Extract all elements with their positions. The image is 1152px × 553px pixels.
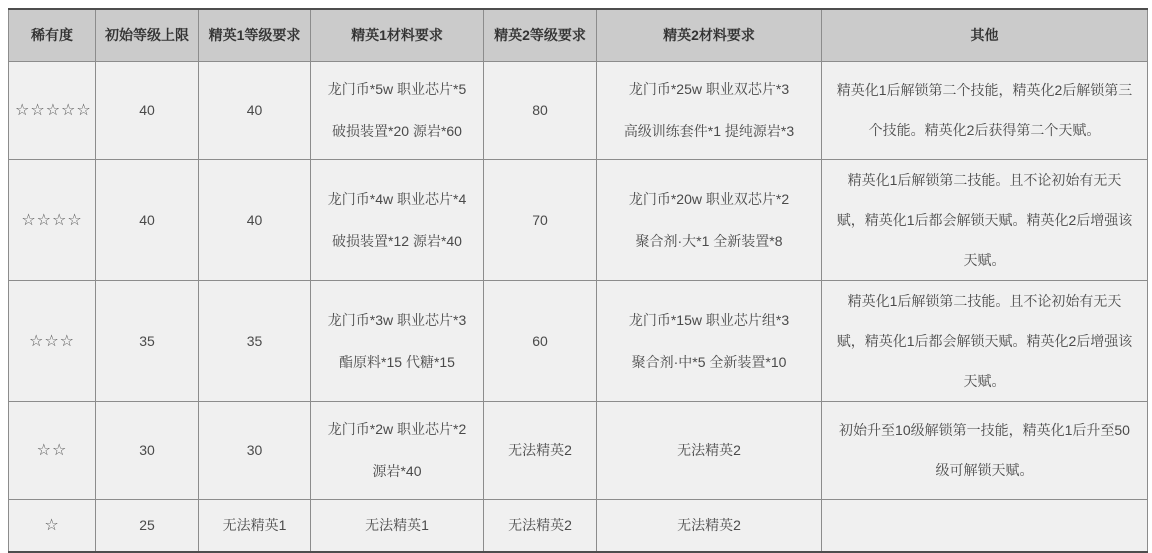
material-line: 聚合剂·中*5 全新装置*10 bbox=[631, 353, 787, 370]
material-line: 破损装置*12 源岩*40 bbox=[332, 232, 462, 249]
rarity-stars: ☆☆☆☆ bbox=[21, 211, 83, 229]
material-line: 无法精英2 bbox=[677, 442, 741, 458]
cell-e2-level: 无法精英2 bbox=[484, 401, 597, 499]
cell-e1-materials bbox=[311, 280, 484, 401]
material-line: 龙门币*25w 职业双芯片*3 bbox=[628, 81, 790, 97]
material-line: 源岩*40 bbox=[372, 463, 422, 479]
cell-e2-level: 无法精英2 bbox=[484, 499, 597, 552]
cell-other bbox=[822, 159, 1148, 280]
cell-rarity bbox=[9, 159, 96, 280]
promotion-table bbox=[8, 8, 1148, 553]
cell-e2-materials bbox=[597, 401, 822, 499]
material-line: 龙门币*4w 职业芯片*4 bbox=[327, 190, 467, 207]
cell-e2-level: 80 bbox=[484, 61, 597, 159]
cell-rarity bbox=[9, 401, 96, 499]
cell-initial-cap: 25 bbox=[96, 499, 199, 552]
cell-rarity bbox=[9, 280, 96, 401]
cell-e1-level: 40 bbox=[199, 61, 311, 159]
material-line: 酯原料*15 代糖*15 bbox=[339, 353, 455, 370]
col-header-other: 其他 bbox=[822, 9, 1148, 61]
table-row-5star bbox=[9, 61, 1148, 159]
material-line: 龙门币*20w 职业双芯片*2 bbox=[628, 190, 790, 207]
material-line: 无法精英2 bbox=[677, 517, 741, 534]
cell-e1-materials bbox=[311, 61, 484, 159]
table-row-1star bbox=[9, 499, 1148, 552]
cell-initial-cap: 40 bbox=[96, 61, 199, 159]
material-line: 破损装置*20 源岩*60 bbox=[332, 123, 462, 139]
cell-e2-level: 70 bbox=[484, 159, 597, 280]
cell-initial-cap: 30 bbox=[96, 401, 199, 499]
cell-e2-materials bbox=[597, 159, 822, 280]
table-row-4star bbox=[9, 159, 1148, 280]
cell-e1-level: 35 bbox=[199, 280, 311, 401]
table-row-2star bbox=[9, 401, 1148, 499]
rarity-stars: ☆☆☆ bbox=[28, 332, 76, 350]
cell-e1-level: 30 bbox=[199, 401, 311, 499]
cell-e2-materials bbox=[597, 61, 822, 159]
col-header-rarity: 稀有度 bbox=[9, 9, 96, 61]
cell-other bbox=[822, 401, 1148, 499]
cell-rarity bbox=[9, 499, 96, 552]
cell-e2-materials bbox=[597, 499, 822, 552]
cell-other bbox=[822, 499, 1148, 552]
cell-initial-cap: 35 bbox=[96, 280, 199, 401]
col-header-e1-level: 精英1等级要求 bbox=[199, 9, 311, 61]
material-line: 龙门币*15w 职业芯片组*3 bbox=[628, 311, 790, 328]
rarity-stars: ☆☆ bbox=[36, 442, 68, 459]
other-note: 精英化1后解锁第二技能。且不论初始有无天赋，精英化1后都会解锁天赋。精英化2后增强该天赋。 bbox=[836, 292, 1133, 389]
other-note: 精英化1后解锁第二技能。且不论初始有无天赋，精英化1后都会解锁天赋。精英化2后增强该天赋。 bbox=[836, 171, 1133, 268]
col-header-initial-cap: 初始等级上限 bbox=[96, 9, 199, 61]
rarity-stars: ☆ bbox=[44, 517, 60, 535]
cell-e2-materials bbox=[597, 280, 822, 401]
cell-e1-materials bbox=[311, 401, 484, 499]
material-line: 无法精英1 bbox=[365, 517, 429, 534]
material-line: 龙门币*5w 职业芯片*5 bbox=[327, 81, 467, 97]
material-line: 高级训练套件*1 提纯源岩*3 bbox=[623, 123, 795, 139]
table-header-row bbox=[9, 9, 1148, 61]
material-line: 龙门币*2w 职业芯片*2 bbox=[327, 421, 467, 437]
cell-other bbox=[822, 61, 1148, 159]
col-header-e2-level: 精英2等级要求 bbox=[484, 9, 597, 61]
cell-e1-level: 无法精英1 bbox=[199, 499, 311, 552]
cell-e1-level: 40 bbox=[199, 159, 311, 280]
material-line: 龙门币*3w 职业芯片*3 bbox=[327, 311, 467, 328]
other-note: 精英化1后解锁第二个技能，精英化2后解锁第三个技能。精英化2后获得第二个天赋。 bbox=[836, 82, 1133, 138]
cell-e1-materials bbox=[311, 499, 484, 552]
cell-rarity bbox=[9, 61, 96, 159]
cell-other bbox=[822, 280, 1148, 401]
cell-e1-materials bbox=[311, 159, 484, 280]
cell-initial-cap: 40 bbox=[96, 159, 199, 280]
other-note: 初始升至10级解锁第一技能，精英化1后升至50级可解锁天赋。 bbox=[839, 422, 1130, 478]
col-header-e1-materials: 精英1材料要求 bbox=[311, 9, 484, 61]
rarity-stars: ☆☆☆☆☆ bbox=[15, 102, 92, 119]
table-row-3star bbox=[9, 280, 1148, 401]
material-line: 聚合剂·大*1 全新装置*8 bbox=[635, 232, 783, 249]
cell-e2-level: 60 bbox=[484, 280, 597, 401]
col-header-e2-materials: 精英2材料要求 bbox=[597, 9, 822, 61]
